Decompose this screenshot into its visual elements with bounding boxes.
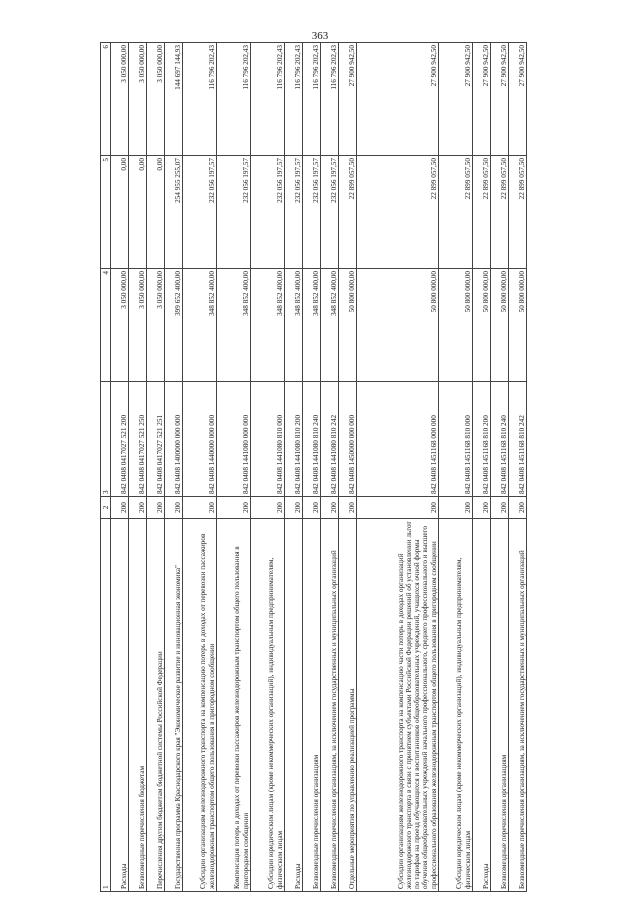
cell-col6: 27 900 942,50 [508,43,526,156]
cell-col6: 3 050 000,00 [146,43,164,156]
cell-col4: 348 852 400,00 [250,269,284,382]
cell-kbk: 842 0408 1451168 810 000 [438,382,472,497]
rotated-table-container [100,45,527,892]
table-row [320,43,338,892]
header-col-1: 1 [101,519,111,892]
cell-col6: 27 900 942,50 [438,43,472,156]
budget-table [100,42,527,892]
table-row [216,43,250,892]
table-row [111,43,129,892]
cell-kbk: 842 0408 1450000 000 000 [338,382,356,497]
cell-col5: 232 056 197,57 [250,156,284,269]
page-number: 363 [311,30,329,42]
cell-code: 200 [250,497,284,519]
cell-col4: 348 852 400,00 [284,269,302,382]
cell-name: Безвозмездные перечисления организациям [302,519,320,892]
cell-code: 200 [438,497,472,519]
table-row [146,43,164,892]
cell-col5: 232 056 197,57 [216,156,250,269]
table-row [128,43,146,892]
header-col-3: 3 [101,382,111,497]
cell-col5: 22 899 057,50 [356,156,438,269]
cell-name: Безвозмездные перечисления бюджетам [128,519,146,892]
cell-name: Безвозмездные перечисления организациям [490,519,508,892]
cell-col6: 27 900 942,50 [356,43,438,156]
cell-kbk: 842 0408 0417027 521 251 [146,382,164,497]
cell-col4: 348 852 400,00 [216,269,250,382]
header-col-6: 6 [101,43,111,156]
cell-col5: 0,00 [128,156,146,269]
cell-kbk: 842 0408 1451168 810 242 [508,382,526,497]
cell-code: 200 [472,497,490,519]
cell-kbk: 842 0408 1451168 810 240 [490,382,508,497]
cell-col4: 3 050 000,00 [146,269,164,382]
table-row [338,43,356,892]
cell-col6: 116 796 202,43 [182,43,216,156]
cell-code: 200 [111,497,129,519]
cell-col6: 3 050 000,00 [128,43,146,156]
cell-col5: 232 056 197,57 [182,156,216,269]
table-header-row [101,43,111,892]
cell-col5: 232 056 197,57 [302,156,320,269]
cell-col6: 27 900 942,50 [490,43,508,156]
cell-name: Субсидии юридическим лицам (кроме некоммерческих организаций), индивидуальным предпринимателям, физическим лицам [250,519,284,892]
cell-code: 200 [182,497,216,519]
cell-col4: 348 852 400,00 [182,269,216,382]
cell-col6: 116 796 202,43 [284,43,302,156]
cell-code: 200 [508,497,526,519]
cell-kbk: 842 0408 0417027 521 200 [111,382,129,497]
cell-kbk: 842 0408 0417027 521 250 [128,382,146,497]
table-row [250,43,284,892]
cell-col5: 0,00 [111,156,129,269]
cell-kbk: 842 0408 1441080 810 242 [320,382,338,497]
cell-code: 200 [490,497,508,519]
cell-name: Расходы [111,519,129,892]
cell-col4: 3 050 000,00 [128,269,146,382]
table-row [284,43,302,892]
cell-name: Безвозмездные перечисления организациям, за исключением государственных и муниципальных организаций [508,519,526,892]
cell-col6: 27 900 942,50 [338,43,356,156]
cell-kbk: 842 0408 1451168 000 000 [356,382,438,497]
cell-col5: 22 899 057,50 [438,156,472,269]
cell-col6: 116 796 202,43 [250,43,284,156]
table-row [182,43,216,892]
table-row [356,43,438,892]
cell-code: 200 [128,497,146,519]
table-row [490,43,508,892]
cell-name: Безвозмездные перечисления организациям, за исключением государственных и муниципальных организаций [320,519,338,892]
cell-col5: 232 056 197,57 [320,156,338,269]
cell-col5: 254 955 255,07 [164,156,182,269]
cell-col6: 116 796 202,43 [320,43,338,156]
cell-kbk: 842 0408 1441080 810 000 [250,382,284,497]
cell-code: 200 [302,497,320,519]
table-row [472,43,490,892]
cell-col4: 348 852 400,00 [320,269,338,382]
cell-code: 200 [338,497,356,519]
table-body [111,43,527,892]
table-row [164,43,182,892]
cell-code: 200 [320,497,338,519]
cell-col6: 144 697 144,93 [164,43,182,156]
cell-kbk: 842 0408 1440000 000 000 [182,382,216,497]
cell-name: Расходы [472,519,490,892]
cell-col6: 116 796 202,43 [216,43,250,156]
cell-col4: 348 852 400,00 [302,269,320,382]
cell-code: 200 [216,497,250,519]
cell-name: Субсидии организациям железнодорожного транспорта на компенсацию части потерь в доходах организаций железнодорожного транспорта в связи с принятием субъектами Российской Федерации решений об установлении льгот по тарифам на проезд обучающихся и воспитанников общеобразовательных учреждений, учащихся очной формы обучения общеобразовательных учреждений начального профессионального, среднего профессионального и высшего профессионального образования железнодорожным транспортом общего пользования в пригородном сообщении [356,519,438,892]
cell-kbk: 842 0408 1441080 000 000 [216,382,250,497]
table-row [302,43,320,892]
cell-name: Расходы [284,519,302,892]
cell-col5: 22 899 057,50 [338,156,356,269]
cell-name: Перечисления другим бюджетам бюджетной системы Российской Федерации [146,519,164,892]
cell-name: Субсидии организациям железнодорожного транспорта на компенсацию потерь в доходах от перевозки пассажиров железнодорожным транспортом общего пользования в пригородном сообщении [182,519,216,892]
cell-col4: 3 050 000,00 [111,269,129,382]
cell-col6: 3 050 000,00 [111,43,129,156]
cell-name: Государственная программа Краснодарского края "Экономическое развитие и инновационная экономика" [164,519,182,892]
cell-kbk: 842 0408 1441080 810 240 [302,382,320,497]
cell-name: Отдельные мероприятия по управлению реализацией программы [338,519,356,892]
cell-kbk: 842 0408 1451168 810 200 [472,382,490,497]
cell-name: Компенсация потерь в доходах от перевозки пассажиров железнодорожным транспортом общего пользования в пригородном сообщении [216,519,250,892]
cell-col5: 22 899 057,50 [472,156,490,269]
cell-col4: 50 800 000,00 [508,269,526,382]
cell-col5: 22 899 057,50 [490,156,508,269]
cell-col5: 0,00 [146,156,164,269]
table-row [438,43,472,892]
cell-name: Субсидии юридическим лицам (кроме некоммерческих организаций), индивидуальным предпринимателям, физическим лицам [438,519,472,892]
cell-col4: 50 800 000,00 [472,269,490,382]
header-col-5: 5 [101,156,111,269]
cell-col4: 399 652 400,00 [164,269,182,382]
rotated-table-wrapper [100,45,527,892]
cell-col4: 50 800 000,00 [356,269,438,382]
cell-code: 200 [284,497,302,519]
cell-kbk: 842 0408 1400000 000 000 [164,382,182,497]
cell-kbk: 842 0408 1441080 810 200 [284,382,302,497]
cell-code: 200 [356,497,438,519]
cell-col4: 50 800 000,00 [338,269,356,382]
cell-col6: 27 900 942,50 [472,43,490,156]
cell-col5: 22 899 057,50 [508,156,526,269]
cell-col6: 116 796 202,43 [302,43,320,156]
cell-col4: 50 800 000,00 [438,269,472,382]
header-col-4: 4 [101,269,111,382]
header-col-2: 2 [101,497,111,519]
cell-col5: 232 056 197,57 [284,156,302,269]
cell-col4: 50 800 000,00 [490,269,508,382]
table-row [508,43,526,892]
cell-code: 200 [164,497,182,519]
cell-code: 200 [146,497,164,519]
